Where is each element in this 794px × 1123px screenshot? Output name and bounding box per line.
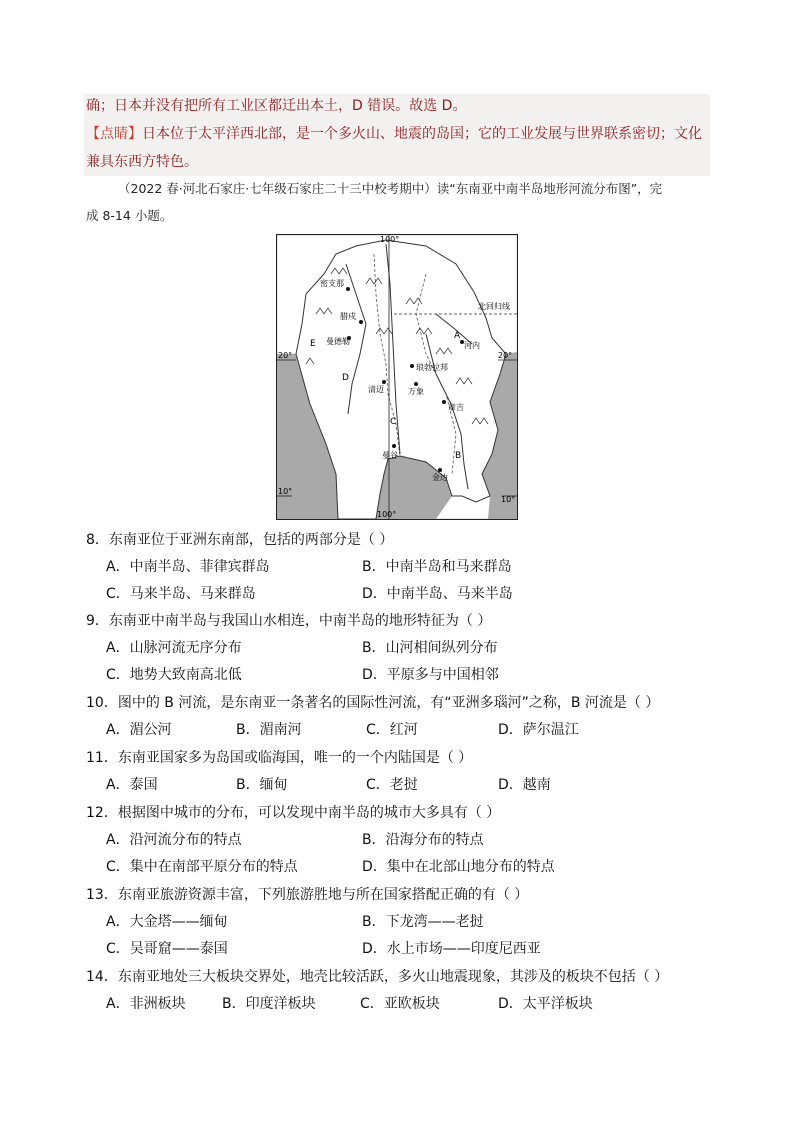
letter-c: C xyxy=(390,417,397,427)
q8-option-c[interactable]: C．马来半岛、马来群岛 xyxy=(106,586,256,602)
city-label-9: 金边 xyxy=(432,473,448,482)
q9-option-a[interactable]: A．山脉河流无序分布 xyxy=(106,640,242,656)
lat-10-right-label: 10° xyxy=(501,495,516,504)
q10-option-d[interactable]: D．萨尔温江 xyxy=(498,722,579,738)
city-label-1: 腊戍 xyxy=(340,312,356,321)
q13-option-a[interactable]: A．大金塔——缅甸 xyxy=(106,914,228,930)
lon-top-label: 100° xyxy=(380,235,400,244)
letter-d: D xyxy=(342,373,349,383)
lat-20-right-label: 20° xyxy=(498,351,513,360)
question-12: 12．根据图中城市的分布，可以发现中南半岛的城市大多具有（ ） xyxy=(86,805,501,821)
q11-option-c[interactable]: C．老挝 xyxy=(366,777,418,793)
city-label-8: 曼谷 xyxy=(382,451,398,460)
city-label-2: 曼德勒 xyxy=(326,337,350,346)
q12-option-c[interactable]: C．集中在南部平原分布的特点 xyxy=(106,859,298,875)
source-line-2: 成 8-14 小题。 xyxy=(86,208,173,223)
letter-a: A xyxy=(454,331,461,341)
q9-option-d[interactable]: D．平原多与中国相邻 xyxy=(362,667,499,683)
city-label-7: 章吉 xyxy=(448,403,464,412)
answer-line-1: 确；日本并没有把所有工业区都迁出本土，D 错误。故选 D。 xyxy=(86,98,467,114)
lon-bottom-label: 100° xyxy=(377,510,397,519)
tip-text: 日本位于太平洋西北部，是一个多火山、地震的岛国；它的工业发展与世界联系密切；文化 xyxy=(142,126,702,142)
letter-e: E xyxy=(310,339,316,349)
lat-10-left-label: 10° xyxy=(278,487,293,496)
q14-option-b[interactable]: B．印度洋板块 xyxy=(222,996,316,1012)
answer-line-2 xyxy=(86,124,702,144)
question-11: 11．东南亚国家多为岛国或临海国，唯一的一个内陆国是（ ） xyxy=(86,750,473,766)
q8-option-d[interactable]: D．中南半岛、马来半岛 xyxy=(362,586,513,602)
city-label-3: 河内 xyxy=(464,341,480,350)
source-line-1: （2022 春·河北石家庄·七年级石家庄二十三中校考期中）读“东南亚中南半岛地形河流分布图”，完 xyxy=(118,181,663,196)
q13-option-b[interactable]: B．下龙湾——老挝 xyxy=(362,914,484,930)
q10-option-c[interactable]: C．红河 xyxy=(366,722,418,738)
city-label-5: 清迈 xyxy=(368,385,384,394)
q13-option-d[interactable]: D．水上市场——印度尼西亚 xyxy=(362,941,541,957)
q11-option-a[interactable]: A．泰国 xyxy=(106,777,158,793)
q11-option-b[interactable]: B．缅甸 xyxy=(236,777,288,793)
q8-option-a[interactable]: A．中南半岛、菲律宾群岛 xyxy=(106,559,270,575)
lat-20-left-label: 20° xyxy=(278,351,293,360)
question-13: 13．东南亚旅游资源丰富，下列旅游胜地与所在国家搭配正确的有（ ） xyxy=(86,887,529,903)
q12-option-b[interactable]: B．沿海分布的特点 xyxy=(362,832,484,848)
southeast-asia-map xyxy=(276,234,518,520)
q14-option-d[interactable]: D．太平洋板块 xyxy=(498,996,593,1012)
city-label-4: 琅勃拉邦 xyxy=(416,363,448,372)
city-label-0: 密支那 xyxy=(320,279,344,288)
city-label-6: 万象 xyxy=(408,387,424,396)
question-9: 9．东南亚中南半岛与我国山水相连，中南半岛的地形特征为（ ） xyxy=(86,613,492,629)
q10-option-b[interactable]: B．湄南河 xyxy=(236,722,302,738)
q12-option-d[interactable]: D．集中在北部山地分布的特点 xyxy=(362,859,555,875)
q9-option-b[interactable]: B．山河相间纵列分布 xyxy=(362,640,498,656)
tropic-label: 北回归线 xyxy=(478,302,510,311)
question-14: 14．东南亚地处三大板块交界处，地壳比较活跃，多火山地震现象，其涉及的板块不包括（ ） xyxy=(86,969,669,985)
q10-option-a[interactable]: A．湄公河 xyxy=(106,722,172,738)
question-10: 10．图中的 B 河流，是东南亚一条著名的国际性河流，有“亚洲多瑙河”之称，B 河流是（ ） xyxy=(86,695,660,711)
q8-option-b[interactable]: B．中南半岛和马来群岛 xyxy=(362,559,512,575)
q14-option-a[interactable]: A．非洲板块 xyxy=(106,996,186,1012)
q11-option-d[interactable]: D．越南 xyxy=(498,777,551,793)
q13-option-c[interactable]: C．吴哥窟——泰国 xyxy=(106,941,228,957)
q14-option-c[interactable]: C．亚欧板块 xyxy=(360,996,440,1012)
answer-line-3: 兼具东西方特色。 xyxy=(86,154,198,170)
map-svg xyxy=(276,234,518,520)
q9-option-c[interactable]: C．地势大致南高北低 xyxy=(106,667,242,683)
letter-b: B xyxy=(455,451,462,461)
tip-tag: 【点睛】 xyxy=(86,126,142,142)
q12-option-a[interactable]: A．沿河流分布的特点 xyxy=(106,832,242,848)
question-8: 8．东南亚位于亚洲东南部，包括的两部分是（ ） xyxy=(86,532,394,548)
